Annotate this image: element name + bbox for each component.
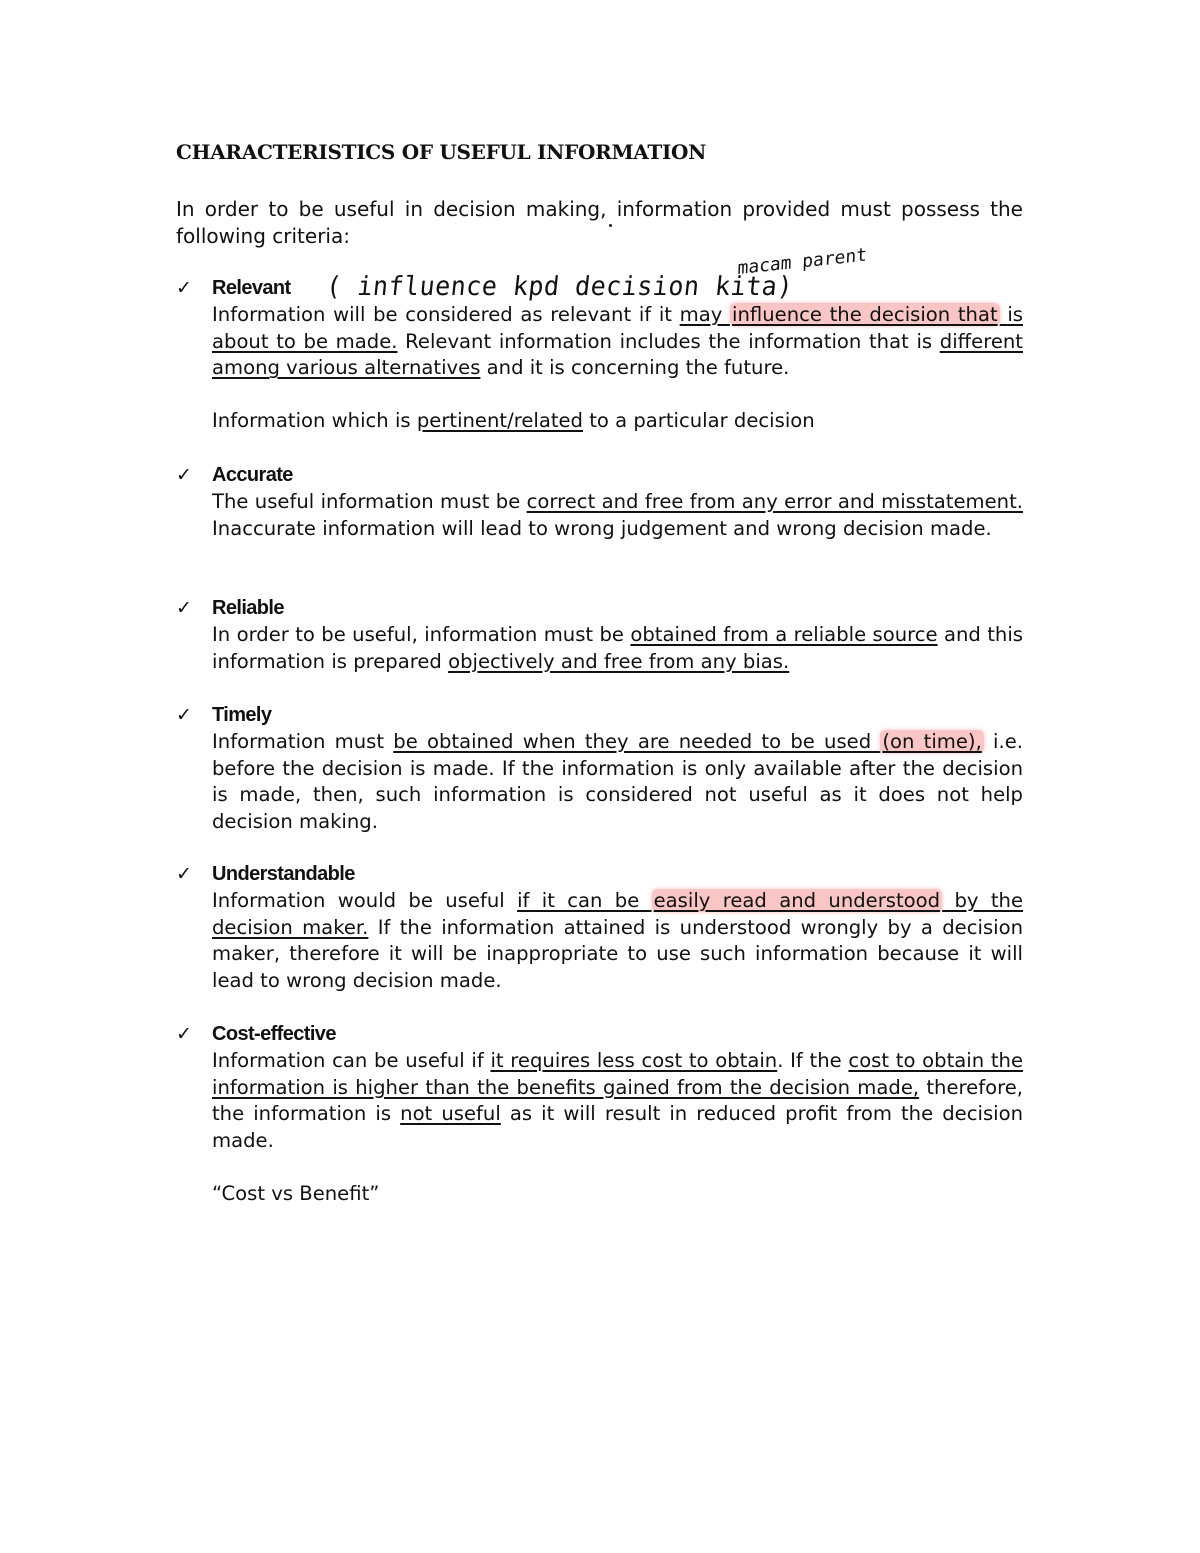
relevant-note-paragraph: Information which is pertinent/related to a particular decision (212, 409, 815, 433)
reliable-paragraph: In order to be useful, information must be obtained from a reliable source and this information is prepared objectively and free from any bias. (212, 623, 1023, 673)
understandable-paragraph: Information would be useful if it can be easily read and understood by the decision maker. If the information attained is understood wrongly by a decision maker, therefore it will be inappropriate to use such information because it will lead to wrong decision made. (212, 889, 1023, 993)
handwritten-note-relevant: ( influence kpd decision kita) (324, 271, 795, 302)
highlight-mark: (on time), (882, 730, 982, 753)
section-body (212, 729, 1023, 836)
section-body (212, 622, 1023, 675)
relevant-paragraph: Information will be considered as relevant if it may influence the decision that is about to be made. Relevant information includes the information that is different among various alternatives and it is concerning the future. (212, 303, 1023, 380)
check-icon: ✓ (176, 464, 192, 486)
cost-effective-paragraph: Information can be useful if it requires less cost to obtain. If the cost to obtain the information is higher than the benefits gained from the decision made, therefore, the information is not useful as it will result in reduced profit from the decision made. (212, 1049, 1024, 1153)
stray-pen-dot (609, 224, 612, 227)
check-icon: ✓ (176, 863, 192, 885)
check-icon: ✓ (176, 1023, 192, 1045)
handwritten-margin-note: macam parent (737, 244, 868, 280)
highlight-mark: influence the decision that (732, 303, 998, 326)
check-icon: ✓ (176, 277, 192, 299)
section-heading: Relevant (212, 277, 291, 299)
section-body (212, 888, 1023, 995)
section-body (212, 1048, 1023, 1208)
cost-vs-benefit-quote: “Cost vs Benefit” (212, 1181, 380, 1205)
check-icon: ✓ (176, 597, 192, 619)
timely-paragraph: Information must be obtained when they are needed to be used (on time), i.e. before the decision is made. If the information is only available after the decision is made, then, such information is considered not useful as it does not help decision making. (212, 730, 1023, 834)
section-heading: Understandable (212, 863, 355, 885)
section-heading: Cost-effective (212, 1023, 336, 1045)
intro-paragraph: In order to be useful in decision making, information provided must possess the following criteria: (176, 197, 1023, 248)
section-heading: Reliable (212, 597, 284, 619)
section-body (212, 489, 1023, 542)
section-body (212, 302, 1023, 435)
check-icon: ✓ (176, 704, 192, 726)
section-heading: Accurate (212, 464, 293, 486)
section-heading: Timely (212, 704, 272, 726)
highlight-mark: easily read and understood (653, 889, 941, 912)
document-title: CHARACTERISTICS OF USEFUL INFORMATION (176, 140, 707, 164)
accurate-paragraph: The useful information must be correct and free from any error and misstatement. Inaccurate information will lead to wrong judgement and wrong decision made. (212, 490, 1023, 540)
